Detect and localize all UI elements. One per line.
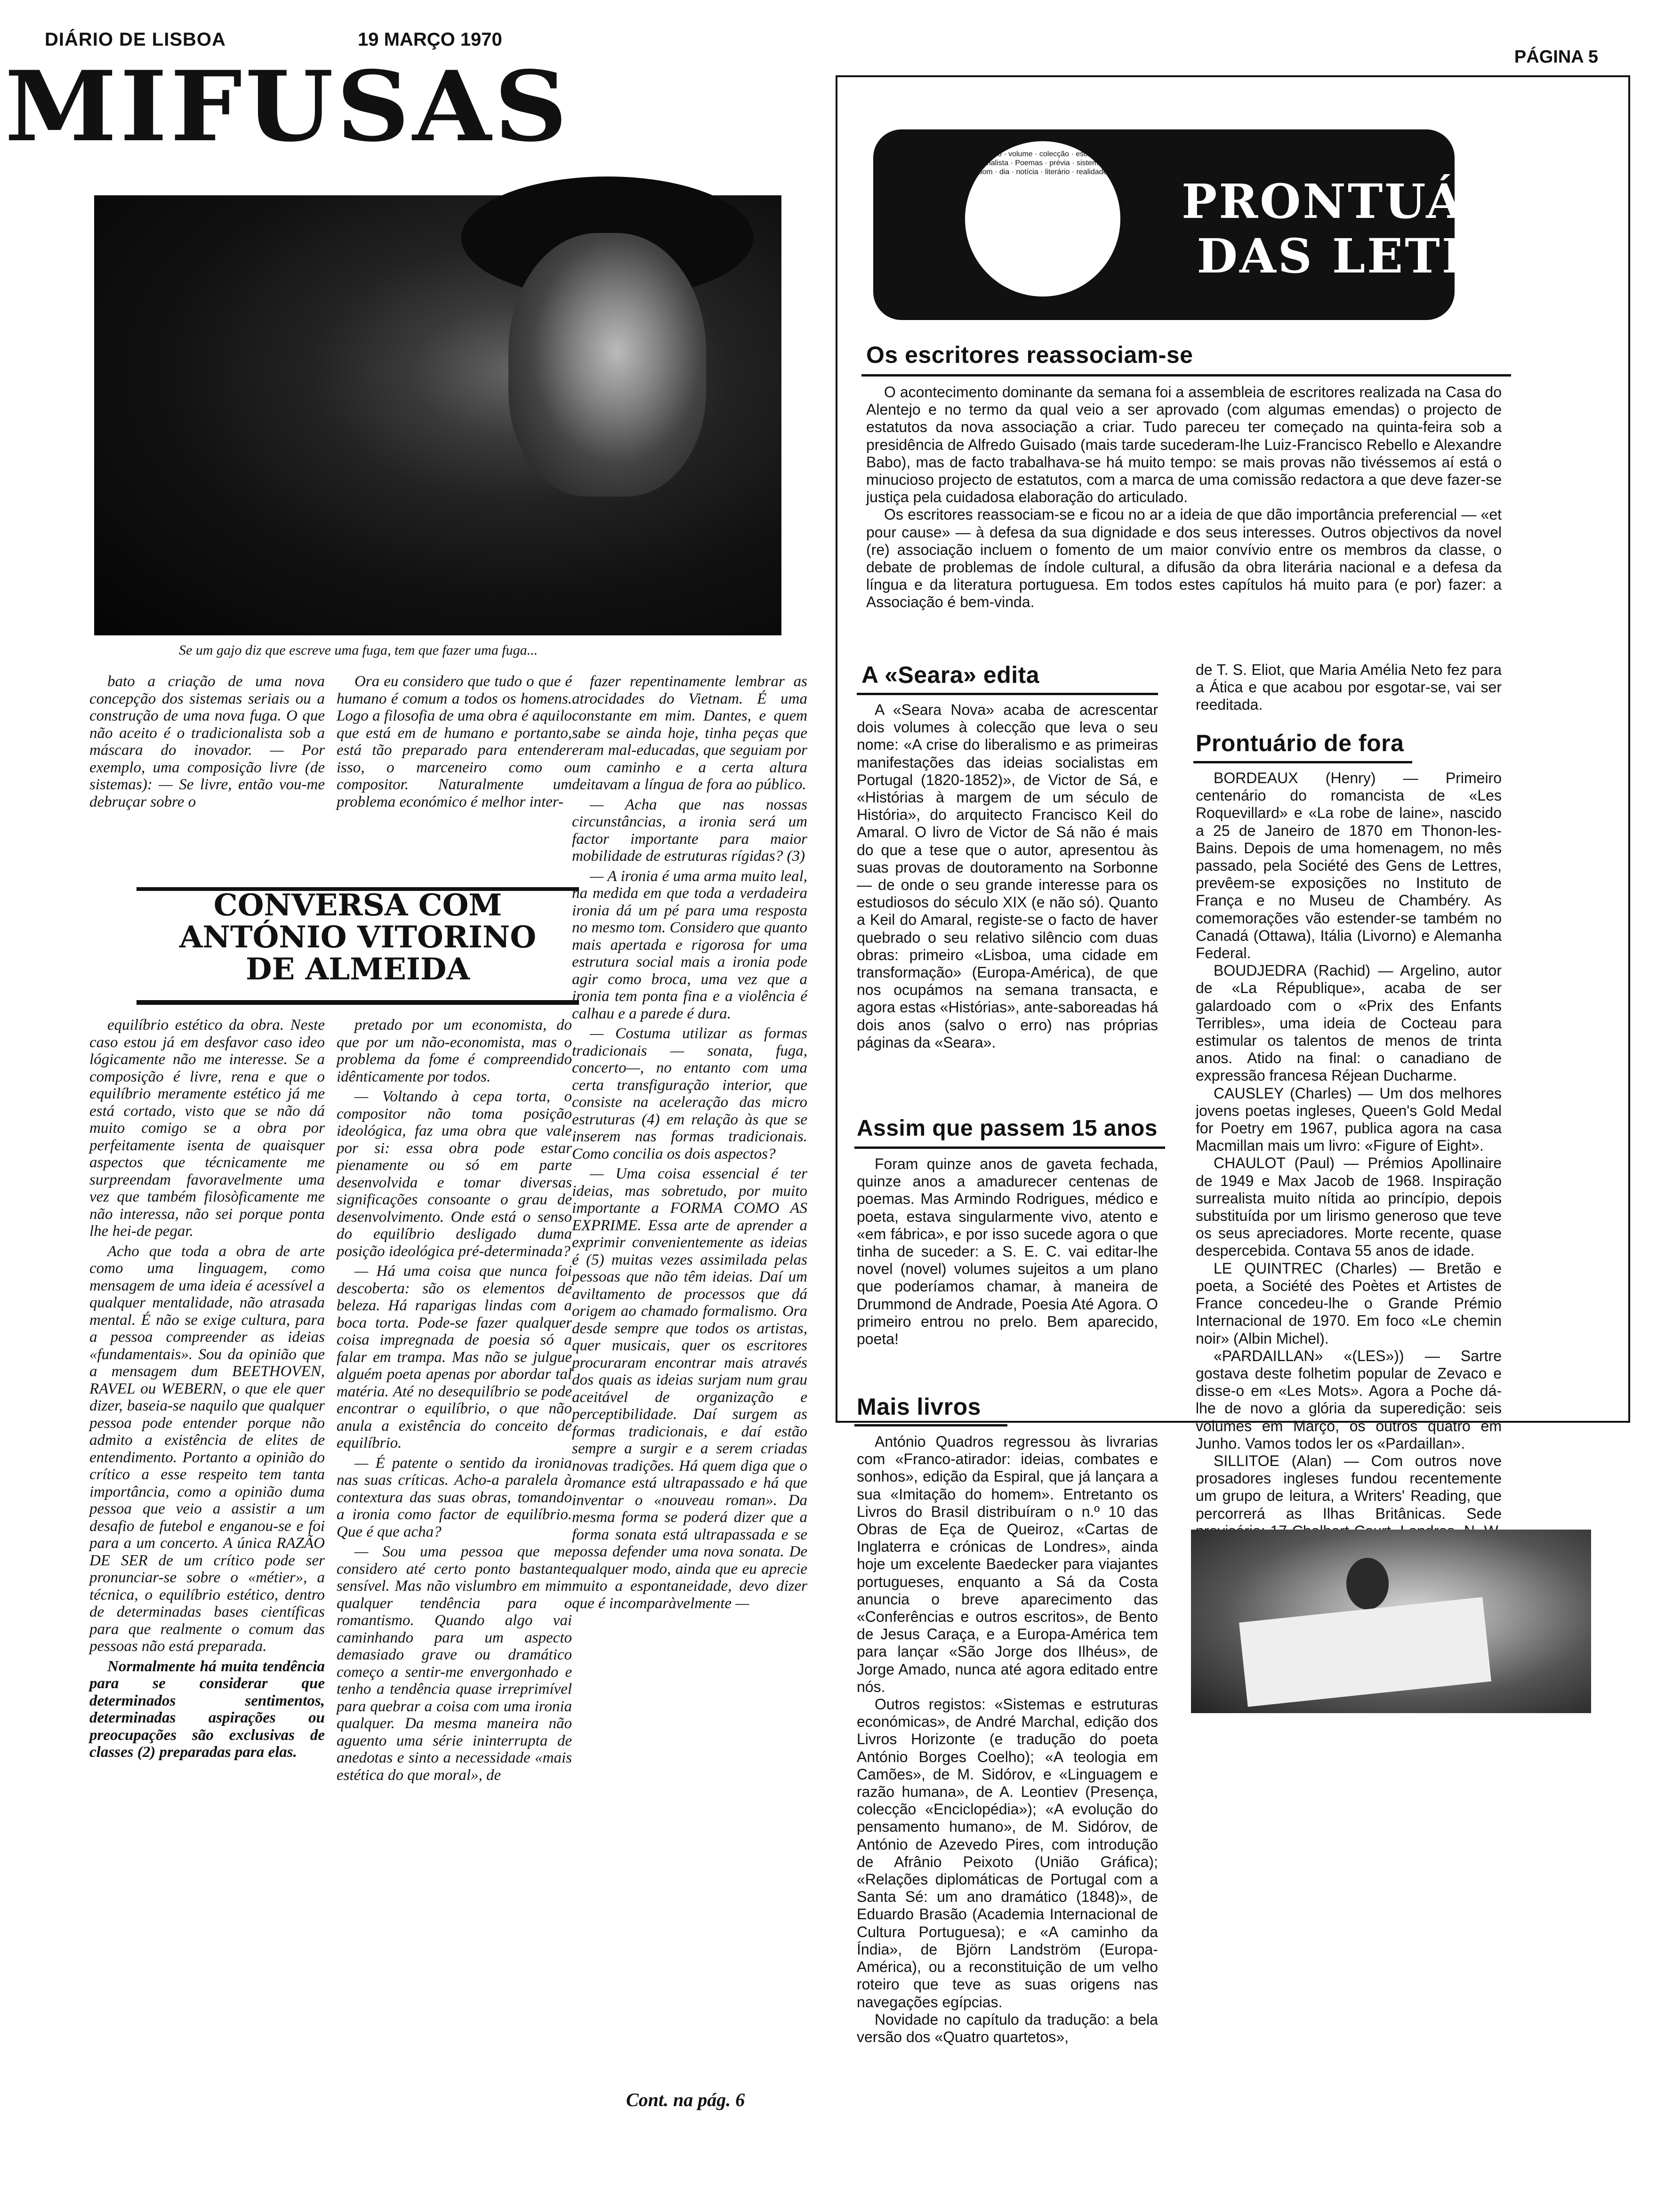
- section-body: [857, 701, 1158, 1101]
- article-paragraph: — É patente o sentido da ironia nas suas críticas. Acho-a paralela à contextura das suas obras, tomando a ironia como factor de equilíbrio. Que é que acha?: [337, 1454, 572, 1540]
- stamp-collage-icon: estudo · volume · colecção · escritos · jornalista · Poemas · prévia · sistema · bom · dia · notícia · literário · realidade: [965, 141, 1120, 297]
- section-paragraph: Outros registos: «Sistemas e estruturas económicas», de André Marchal, edição dos Livros Horizonte (e tradução do poeta António Borges Coelho); «A teologia em Camões», de M. Sidórov, e «Linguagem e razão humana», de A. Leontiev (Presença, colecção «Enciclopédia»); «A evolução do pensamento humano», de M. Sidórov, de António de Azevedo Pires, com introdução de Afrânio Peixoto (União Gráfica); «Relações diplomáticas de Portugal com a Santa Sé: um ano dramático (1848)», de Eduardo Brasão (Academia Internacional de Cultura Portuguesa); e «A caminho da Índia», de Björn Landström (Europa-América), ou a reconstituição de um velho roteiro que teve as suas origens nas navegações egípcias.: [857, 1696, 1158, 2011]
- section-paragraph: «PARDAILLAN» «(LES»)) — Sartre gostava deste folhetim popular de Zevaco e disse-o em «Les Mots». Agora a Poche dá-lhe de novo a glória da superedição: seis volumes em Março, os outros quatro em Junho. Vamos todos ler os «Pardaillan».: [1196, 1347, 1502, 1452]
- section-paragraph: BOUDJEDRA (Rachid) — Argelino, autor de «La République», acaba de ser galardoado com o «Prix des Enfants Terribles», uma ideia de Cocteau para estimular os talentos de menos de trinta anos. Atido na final: o canadiano de expressão francesa Réjean Ducharme.: [1196, 962, 1502, 1084]
- section-paragraph: A «Seara Nova» acaba de acrescentar dois volumes à colecção que leva o seu nome: «A crise do liberalismo e as primeiras manifestações das ideias socialistas em Portugal (1820-1852)», de Victor de Sá, e «Histórias à margem de um século de História», do arquitecto Francisco Keil do Amaral. O livro de Victor de Sá não é mais do que a tese que o autor, apresentou às suas provas de doutoramento na Sorbonne — de onde o seu grande interesse para os estudiosos do século XIX (e não só). Quanto a Keil do Amaral, registe-se o facto de haver quebrado o seu relativo silêncio com duas obras: primeiro «Lisboa, uma cidade em transformação» (Europa-América), de que nos ocupámos na semana transacta, e agora estas «Histórias», ante-saboreadas há dois anos (salvo o erro) nas próprias páginas da «Seara».: [857, 701, 1158, 1051]
- section-paragraph: Os escritores reassociam-se e ficou no ar a ideia de que dão importância preferencial — «et pour cause» — à defesa da sua dignidade e dos seus interesses. Outros objectivos da novel (re) associação incluem o fomento de um maior convívio entre os membros da classe, o debate de problemas de índole cultural, a difusão da obra literária nacional e a defesa da língua e da literatura portuguesa. Em todos estes capítulos há muito para (e por) fazer: a Associação é bem-vinda.: [866, 506, 1502, 611]
- section-body: [857, 1155, 1158, 1379]
- article-paragraph: — Costuma utilizar as formas tradicionais — sonata, fuga, concerto—, no entanto com uma certa transfiguração interior, que consiste na aceleração das micro estruturas (4) em relação às que se inserem nas formas tradicionais. Como concilia os dois aspectos?: [572, 1025, 807, 1162]
- section-rule: [861, 374, 1511, 377]
- section-paragraph: CAUSLEY (Charles) — Um dos melhores jovens poetas ingleses, Queen's Gold Medal for Poetry em 1967, publica agora na casa Macmillan mais um livro: «Figure of Eight».: [1196, 1084, 1502, 1154]
- interview-title-line: DE ALMEIDA: [246, 952, 470, 987]
- section-rule: [857, 693, 1158, 695]
- reader-photo: [1191, 1530, 1591, 1713]
- section-paragraph: O acontecimento dominante da semana foi a assembleia de escritores realizada na Casa do Alentejo e no termo da qual veio a ser aprovado (com algumas emendas) o projecto de estatutos da nova associação a criar. Tudo pareceu ter começado na quinta-feira sob a presidência de Alfredo Guisado (mais tarde sucederam-lhe Luiz-Francisco Rebello e Alexandre Babo), mas de facto trabalhava-se há muito tempo: se mais provas não tivéssemos aí está o minucioso projecto de estatutos, com a marca de uma comissão redactora a que deve fazer-se justiça pela cuidadosa elaboração do articulado.: [866, 384, 1502, 506]
- section-continuation: [1196, 661, 1502, 713]
- article-paragraph: equilíbrio estético da obra. Neste caso estou já em desfavor caso ideo lógicamente não me interesse. Se a composição é livre, rena e que o equilíbrio meramente estético já me está cortado, visto que se não dá muito comigo se a obra por perfeitamente isenta de quaisquer aspectos que técnicamente me surpreendam favoravelmente uma vez que também filosòficamente me não interessa, não sei porque ponta lhe hei-de pegar.: [89, 1017, 325, 1240]
- article-column-1-top: [89, 673, 325, 894]
- article-column-2-top: [337, 673, 572, 880]
- section-paragraph: Foram quinze anos de gaveta fechada, quinze anos a amadurecer centenas de poemas. Mas Armindo Rodrigues, médico e poeta, estava singularmente vivo, atento e «em fábrica», e por isso sucede agora o que tinha de suceder: a S. E. C. vai editar-lhe novel (novel) volumes sujeitos a um plano que poderíamos chamar, à maneira de Drummond de Andrade, Poesia Até Agora. O primeiro entrou no prelo. Bem aparecido, poeta!: [857, 1155, 1158, 1348]
- section-paragraph: SILLITOE (Alan) — Com outros nove prosadores ingleses fundou recentemente um grupo de leitura, a Writers' Reading, que percorrerá as Ilhas Britânicas. Sede: [1196, 1452, 1502, 1522]
- section-paragraph: António Quadros regressou às livrarias com «Franco-atirador: ideias, combates e sonhos», edição da Espiral, que já lançara a sua «Imitação do homem». Entretanto os Livros do Brasil distribuíram o n.º 10 das Obras de Eça de Queiroz, «Cartas de Inglaterra e crónicas de Londres», ainda hoje um excelente Baedecker para viajantes portugueses, enquanto a Sá da Costa anuncia o breve aparecimento das «Conferências e outros escritos», de Bento de Jesus Caraça, e a Europa-América tem para lançar «São Jorge dos Ilhéus», de Jorge Amado, nunca até agora editado entre nós.: [857, 1433, 1158, 1695]
- issue-date: 19 MARÇO 1970: [358, 29, 502, 50]
- article-paragraph: Acho que toda a obra de arte como uma linguagem, como mensagem de uma ideia é acessível a qualquer mentalidade, não atrasada mental. É não se exige cultura, para a pessoa compreender as ideias «fundamentais». Sou da opinião que a mensagem dum BEETHOVEN, RAVEL ou WEBERN, o que ele quer dizer, baseia-se naquilo que qualquer pessoa pode entender porque não admito a existência de elites de entendimento. Portanto a opinião do crítico a esse respeito tem tanta importância, como a opinião duma pessoa que veio a assistir a um desafio de futebol e enganou-se e foi para a um concerto. A única RAZÃO DE SER de um crítico pode ser pronunciar-se sobre o «métier», a técnica, o equilíbrio estético, dentro de determinadas bases científicas para que realmente o comum das pessoas não está preparada.: [89, 1242, 325, 1655]
- masthead-title: MIFUSAS: [5, 50, 571, 163]
- article-column-1: [89, 1017, 325, 2127]
- section-paragraph: CHAULOT (Paul) — Prémios Apollinaire de 1949 e Max Jacob de 1968. Inspiração surrealista muito nítida ao princípio, depois substituída por um lirismo generoso que teve os seus apreciadores. Morte recente, quase despercebida. Contava 55 anos de idade.: [1196, 1154, 1502, 1259]
- article-column-2: [337, 1017, 572, 2127]
- section-rule: [1193, 761, 1412, 763]
- section-body: [1196, 769, 1502, 1522]
- continued-note: Cont. na pág. 6: [626, 2089, 745, 2110]
- article-paragraph: — A ironia é uma arma muito leal, na medida em que toda a verdadeira ironia dá um pé para uma resposta no mesmo tom. Considero que quanto mais apertada e rigorosa for uma estrutura social mais a ironia pode agir como broca, uma vez que a ironia tem ponta fina e a violência é calhau e a parede é dura.: [572, 867, 807, 1022]
- photo-caption: Se um gajo diz que escreve uma fuga, tem que fazer uma fuga...: [179, 642, 538, 658]
- article-column-3: [572, 673, 807, 2080]
- interview-title-line: ANTÓNIO VITORINO: [179, 920, 537, 955]
- interview-title-line: CONVERSA COM: [213, 888, 502, 923]
- photo-newspaper: [1239, 1597, 1491, 1707]
- section-body: [857, 1433, 1158, 2045]
- article-paragraph: — Acha que nas nossas circunstâncias, a ironia será um factor importante para maior mobilidade de estruturas rígidas? (3): [572, 796, 807, 865]
- section-paragraph: de T. S. Eliot, que Maria Amélia Neto fez para a Ática e que acabou por esgotar-se, vai ser reeditada.: [1196, 661, 1502, 713]
- newspaper-name: DIÁRIO DE LISBOA: [45, 29, 226, 50]
- article-paragraph: — Há uma coisa que nunca foi descoberta: são os elementos de beleza. Há raparigas lindas com a boca torta. Pode-se fazer qualquer coisa impregnada de poesia só a falar em trampa. Mas não se julgue alguém poeta apenas por abordar tal matéria. Até no desequilíbrio se pode encontrar o equilíbrio, o que não anula a existência do conceito de equilíbrio.: [337, 1263, 572, 1451]
- page-number: PÁGINA 5: [1514, 47, 1598, 67]
- article-paragraph: Normalmente há muita tendência para se considerar que determinados sentimentos, determinadas aspirações ou preocupações são exclusivas de classes (2) preparadas para elas.: [89, 1658, 325, 1761]
- section-heading: A «Seara» edita: [861, 662, 1040, 688]
- portrait-photo: [94, 195, 781, 635]
- photo-figure-head: [1346, 1558, 1389, 1610]
- section-paragraph: BORDEAUX (Henry) — Primeiro centenário do romancista de «Les Roquevillard» e «La robe de laine», nascido a 25 de Janeiro de 1870 em Thonon-les-Bains. Depois de uma homenagem, no mês passado, pela Société des Gens de Lettres, prevêem-se exposições no Instituto de França e no Museu de Chambéry. As comemorações vão estender-se também no Canadá (Ottawa), Itália (Livorno) e Alemanha Federal.: [1196, 769, 1502, 962]
- article-paragraph: — Uma coisa essencial é ter ideias, mas sobretudo, por muito importante a FORMA COMO AS EXPRIME. Essa arte de aprender a exprimir convenientemente as ideias é (5) muitas vezes assimilada pelas pessoas que não têm ideias. Daí um aviltamento de processos que dá origem ao chamado formalismo. Ora desde sempre que todos os artistas, quer musicais, quer os escritores procuraram encontrar mais através dos quais as ideias surjam num grau aceitável de organização e perceptibilidade. Daí surgem as formas tradicionais, e daí estão sempre a surgir e a serem criadas novas tradições. Há quem diga que o romance está ultrapassado e há que inventar o «nouveau roman». Da mesma forma se poderá dizer que a forma sonata está ultrapassada e se possa defender uma nova sonata. De qualquer modo, ainda que eu aprecie muito a espontaneidade, devo dizer que é incomparàvelmente —: [572, 1165, 807, 1612]
- section-rule: [854, 1146, 1165, 1149]
- photo-face: [508, 233, 706, 497]
- section-body: [866, 384, 1502, 645]
- article-paragraph: pretado por um economista, do que por um não-economista, mas o problema da fome é compreendido idênticamente por todos.: [337, 1017, 572, 1085]
- article-paragraph: fazer repentinamente lembrar as atrocidades do Vietnam. É uma constante em mim. Dantes, e quem sabe se ainda hoje, tinha peças que eram mal-educadas, que seguiam por um caminho e a certa altura deitavam a língua de fora ao público.: [572, 673, 807, 793]
- title-rule-bottom: [137, 1000, 579, 1005]
- prontuario-title: [1182, 174, 1572, 283]
- section-heading: Mais livros: [857, 1394, 981, 1420]
- article-paragraph: Ora eu considero que tudo o que é humano é comum a todos os homens. Logo a filosofia de uma obra é aquilo que está em de humano e portanto, está tão preparado para entender isso, o marceneiro como o compositor. Naturalmente um problema económico é melhor inter-: [337, 673, 572, 810]
- section-rule: [854, 1424, 1007, 1427]
- interview-title: [137, 890, 579, 998]
- section-paragraph: LE QUINTREC (Charles) — Bretão e poeta, a Société des Poètes et Artistes de France concedeu-lhe o Grande Prémio Internacional de 1970. Em foco «Le chemin noir» (Albin Michel).: [1196, 1259, 1502, 1347]
- section-heading: Os escritores reassociam-se: [866, 342, 1193, 368]
- prontuario-title-line: DAS LETRAS: [1197, 228, 1557, 284]
- section-paragraph: Novidade no capítulo da tradução: a bela versão dos «Quatro quartetos»,: [857, 2011, 1158, 2045]
- article-paragraph: bato a criação de uma nova concepção dos sistemas seriais ou a construção de uma nova fuga. O que não aceito é o tradicionalista sob a máscara do inovador. — Por exemplo, uma composição livre (de sistemas): — Se livre, então vou-me debruçar sobre o: [89, 673, 325, 810]
- section-heading: Prontuário de fora: [1196, 730, 1404, 756]
- section-heading: Assim que passem 15 anos: [857, 1116, 1158, 1141]
- prontuario-title-line: PRONTUÁRIO: [1182, 174, 1572, 229]
- article-paragraph: — Sou uma pessoa que me considero até certo ponto bastante sensível. Mas não vislumbro em mim qualquer tendência para o romantismo. Quando algo vai caminhando para um aspecto demasiado grave ou dramático começo a sentir-me envergonhado e tenho a tendência quase irreprimível para quebrar a coisa com uma ironia qualquer. Da mesma maneira não aguento uma série ininterrupta de anedotas e sinto a necessidade «mais estética do que moral», de: [337, 1543, 572, 1784]
- article-paragraph: — Voltando à cepa torta, o compositor não toma posição ideológica, faz uma obra que vale por si: essa obra pode estar pienamente ou só em parte desenvolvida e tomar diversas significações consoante o grau de desenvolvimento. Onde está o senso do equilíbrio desligado duma posição ideológica pré-determinada?: [337, 1088, 572, 1260]
